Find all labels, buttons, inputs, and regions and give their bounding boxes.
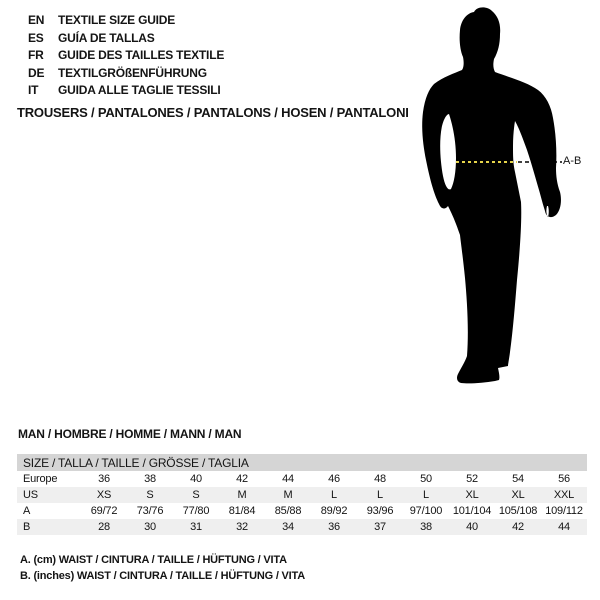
size-cell: 85/88 <box>274 505 302 517</box>
size-cell: L <box>403 487 449 503</box>
size-cell: S <box>127 487 173 503</box>
size-cell: 81/84 <box>228 505 256 517</box>
man-silhouette-figure <box>405 0 595 420</box>
size-cell: 52 <box>466 473 478 485</box>
size-cell: 40 <box>190 473 202 485</box>
size-cell: 36 <box>98 473 110 485</box>
size-cell: 97/100 <box>409 505 443 517</box>
size-cell: 42 <box>236 473 248 485</box>
size-table-header-row <box>17 454 587 471</box>
size-cell: 54 <box>512 473 524 485</box>
row-label: B <box>17 519 81 535</box>
size-table <box>17 454 587 535</box>
size-cell: L <box>311 487 357 503</box>
row-label: Europe <box>23 473 58 485</box>
row-label: US <box>17 487 81 503</box>
lang-code: FR <box>28 48 44 62</box>
size-cell: 31 <box>173 519 219 535</box>
lang-code: EN <box>28 13 45 27</box>
size-cell: 32 <box>219 519 265 535</box>
size-cell: XXL <box>541 487 587 503</box>
note-b-inches: B. (inches) WAIST / CINTURA / TAILLE / HÜFTUNG / VITA <box>20 570 305 582</box>
lang-row-es <box>28 30 224 48</box>
table-row-us <box>17 487 587 503</box>
size-cell: 101/104 <box>452 505 492 517</box>
size-cell: S <box>173 487 219 503</box>
size-cell: 37 <box>357 519 403 535</box>
size-cell: 44 <box>541 519 587 535</box>
lang-label: GUÍA DE TALLAS <box>58 30 155 45</box>
size-cell: 28 <box>81 519 127 535</box>
size-cell: 109/112 <box>545 505 583 517</box>
size-cell: 36 <box>311 519 357 535</box>
row-label: A <box>23 505 31 517</box>
size-cell: L <box>357 487 403 503</box>
size-cell: 69/72 <box>90 505 118 517</box>
size-cell: 44 <box>282 473 294 485</box>
product-heading: TROUSERS / PANTALONES / PANTALONS / HOSEN / PANTALONI <box>17 105 409 120</box>
size-cell: 48 <box>374 473 386 485</box>
lang-row-de <box>28 65 224 83</box>
table-row-a-cm <box>17 503 587 519</box>
size-cell: M <box>265 487 311 503</box>
waist-measure-label: A-B <box>563 155 582 167</box>
size-cell: 34 <box>265 519 311 535</box>
size-table-header: SIZE / TALLA / TAILLE / GRÖSSE / TAGLIA <box>17 454 587 471</box>
size-cell: 56 <box>558 473 570 485</box>
lang-code: IT <box>28 83 39 97</box>
size-cell: XL <box>495 487 541 503</box>
lang-row-fr <box>28 47 224 65</box>
size-cell: 89/92 <box>320 505 348 517</box>
note-a-cm: A. (cm) WAIST / CINTURA / TAILLE / HÜFTUNG / VITA <box>20 554 287 566</box>
lang-row-en <box>28 12 224 30</box>
size-cell: 93/96 <box>366 505 394 517</box>
language-list <box>28 12 224 100</box>
size-cell: 73/76 <box>136 505 164 517</box>
size-cell: 42 <box>495 519 541 535</box>
lang-label: GUIDA ALLE TAGLIE TESSILI <box>58 83 221 97</box>
size-cell: 105/108 <box>498 505 538 517</box>
size-cell: M <box>219 487 265 503</box>
size-cell: 77/80 <box>182 505 210 517</box>
lang-row-it <box>28 82 224 100</box>
size-cell: 30 <box>127 519 173 535</box>
man-silhouette <box>422 7 561 383</box>
measurement-notes <box>20 552 305 584</box>
size-cell: 38 <box>144 473 156 485</box>
table-row-europe <box>17 471 587 487</box>
section-heading-man: MAN / HOMBRE / HOMME / MANN / MAN <box>18 427 242 441</box>
lang-code: DE <box>28 65 45 80</box>
size-cell: 46 <box>328 473 340 485</box>
size-cell: 50 <box>420 473 432 485</box>
lang-code: ES <box>28 30 44 45</box>
lang-label: TEXTILGRÖßENFÜHRUNG <box>58 65 207 80</box>
table-row-b-inches <box>17 519 587 535</box>
lang-label: GUIDE DES TAILLES TEXTILE <box>58 48 225 62</box>
size-cell: XL <box>449 487 495 503</box>
lang-label: TEXTILE SIZE GUIDE <box>58 13 176 27</box>
size-cell: XS <box>81 487 127 503</box>
size-cell: 38 <box>403 519 449 535</box>
size-cell: 40 <box>449 519 495 535</box>
